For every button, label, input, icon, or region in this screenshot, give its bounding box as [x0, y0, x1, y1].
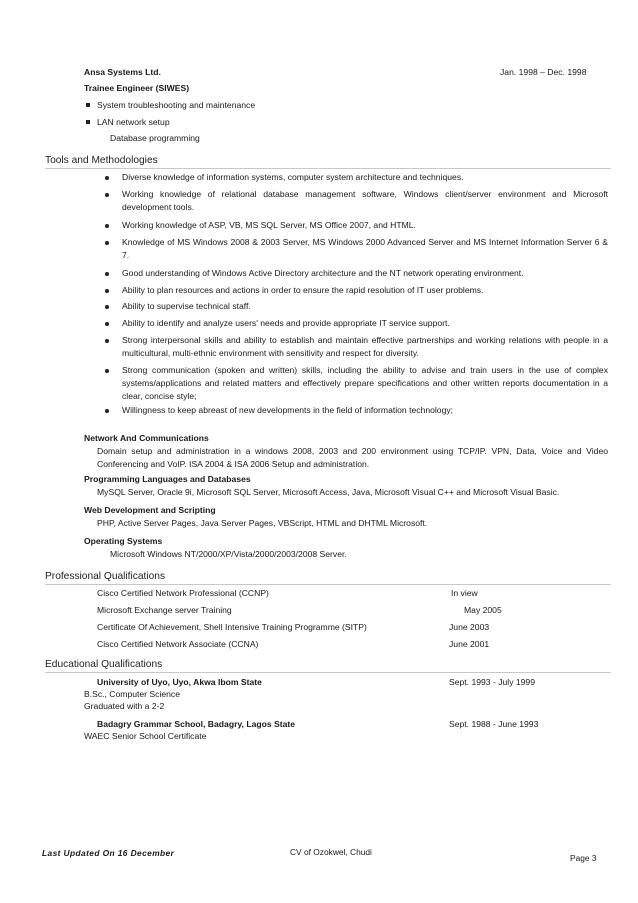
- job-bullet: System troubleshooting and maintenance: [97, 100, 256, 110]
- skill-text: MySQL Server, Oracle 9i, Microsoft SQL Server, Microsoft Access, Java, Microsoft Visual C++ and Microsoft Visual Basic.: [97, 487, 560, 497]
- skill-text: Domain setup and administration in a windows 2008, 2003 and 200 environment using TCP/IP. VPN, Data, Voice and Video Conferencing and VoIP. ISA 2004 & ISA 2006 Setup and administration.: [97, 446, 608, 469]
- tools-item: Willingness to keep abreast of new developments in the field of information technology;: [122, 405, 454, 415]
- bullet-icon: [105, 369, 109, 373]
- footer-page-number: Page 3: [570, 853, 597, 863]
- skill-heading: Web Development and Scripting: [84, 505, 216, 515]
- bullet-icon: [105, 176, 109, 180]
- job-bullet: LAN network setup: [97, 117, 170, 127]
- footer-last-updated: Last Updated On 16 December: [42, 848, 175, 858]
- job-dates: Jan. 1998 – Dec. 1998: [500, 67, 587, 77]
- company-name: Ansa Systems Ltd.: [84, 67, 161, 77]
- school-name: University of Uyo, Uyo, Akwa Ibom State: [97, 677, 262, 687]
- job-extra: Database programming: [110, 133, 200, 143]
- tools-item: Ability to plan resources and actions in order to ensure the rapid resolution of IT user problems.: [122, 285, 484, 295]
- section-title-professional: Professional Qualifications: [45, 570, 611, 585]
- section-title-tools: Tools and Methodologies: [45, 154, 611, 169]
- school-dates: Sept. 1988 - June 1993: [449, 719, 539, 729]
- footer-cv-name: CV of Ozokwel, Chudi: [290, 847, 372, 857]
- bullet-icon: [105, 322, 109, 326]
- qualification-date: In view: [451, 588, 478, 598]
- qualification-name: Cisco Certified Network Associate (CCNA): [97, 639, 259, 649]
- bullet-icon: [105, 272, 109, 276]
- qualification-name: Microsoft Exchange server Training: [97, 605, 232, 615]
- qualification-date: June 2001: [449, 639, 490, 649]
- education-line: Graduated with a 2-2: [84, 701, 165, 711]
- skill-text: Microsoft Windows NT/2000/XP/Vista/2000/2003/2008 Server.: [110, 549, 347, 559]
- school-dates: Sept. 1993 - July 1999: [449, 677, 535, 687]
- tools-item: Ability to identify and analyze users' needs and provide appropriate IT service support.: [122, 318, 450, 328]
- tools-item: Working knowledge of relational database management software, Windows client/server environment and Microsoft development tools.: [122, 189, 608, 212]
- square-bullet-icon: [86, 120, 90, 124]
- bullet-icon: [105, 339, 109, 343]
- bullet-icon: [105, 224, 109, 228]
- tools-item: Ability to supervise technical staff.: [122, 301, 251, 311]
- tools-item: Strong communication (spoken and written) skills, including the ability to advise and train users in the use of complex systems/applications and related matters and effectively prepare specifications and other written reports documentation in a clear, concise style;: [122, 365, 608, 401]
- tools-item: Diverse knowledge of information systems, computer system architecture and techniques.: [122, 172, 464, 182]
- square-bullet-icon: [86, 103, 90, 107]
- bullet-icon: [105, 289, 109, 293]
- qualification-date: June 2003: [449, 622, 490, 632]
- bullet-icon: [105, 241, 109, 245]
- education-line: B.Sc., Computer Science: [84, 689, 181, 699]
- bullet-icon: [105, 409, 109, 413]
- skill-text: PHP, Active Server Pages, Java Server Pages, VBScript, HTML and DHTML Microsoft.: [97, 518, 428, 528]
- qualification-name: Certificate Of Achievement, Shell Intensive Training Programme (SITP): [97, 622, 367, 632]
- tools-item: Good understanding of Windows Active Directory architecture and the NT network operating environment.: [122, 268, 524, 278]
- job-role: Trainee Engineer (SIWES): [84, 83, 190, 93]
- skill-heading: Operating Systems: [84, 536, 163, 546]
- section-title-education: Educational Qualifications: [45, 658, 611, 673]
- tools-item: Knowledge of MS Windows 2008 & 2003 Server, MS Windows 2000 Advanced Server and MS Internet Information Server 6 & 7.: [122, 237, 608, 260]
- bullet-icon: [105, 193, 109, 197]
- tools-item: Strong interpersonal skills and ability to establish and maintain effective partnerships and working relations with people in a multicultural, multi-ethnic environment with sensitivity and respect for diversity.: [122, 335, 608, 358]
- education-line: WAEC Senior School Certificate: [84, 731, 207, 741]
- tools-item: Working knowledge of ASP, VB, MS SQL Server, MS Office 2007, and HTML.: [122, 220, 416, 230]
- qualification-date: May 2005: [464, 605, 502, 615]
- school-name: Badagry Grammar School, Badagry, Lagos State: [97, 719, 296, 729]
- bullet-icon: [105, 305, 109, 309]
- skill-heading: Programming Languages and Databases: [84, 474, 251, 484]
- qualification-name: Cisco Certified Network Professional (CCNP): [97, 588, 269, 598]
- skill-heading: Network And Communications: [84, 433, 209, 443]
